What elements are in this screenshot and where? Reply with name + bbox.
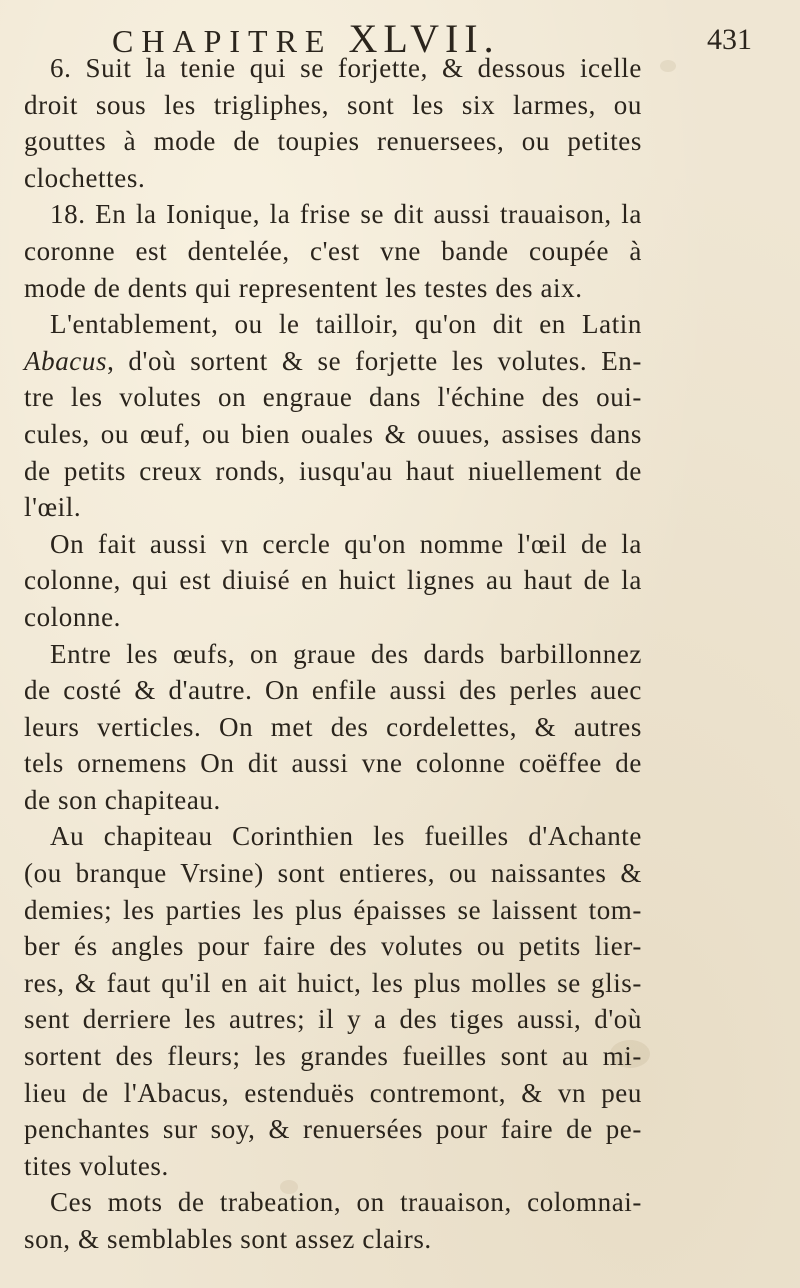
page-number: 431 <box>707 23 752 56</box>
text-line: mode de dents qui representent les testes des aix. <box>24 272 583 303</box>
text-line: de costé & d'autre. On enfile aussi des perles auec <box>24 675 642 706</box>
text-line: sent derriere les autres; il y a des tiges aussi, d'où <box>24 1004 642 1035</box>
text-line: penchantes sur soy, & renuersées pour faire de pe- <box>24 1114 642 1145</box>
text-line: de petits creux ronds, iusqu'au haut niuellement de <box>24 455 642 486</box>
text-line: sortent des fleurs; les grandes fueilles sont au mi- <box>24 1041 642 1072</box>
text-line: coronne est dentelée, c'est vne bande coupée à <box>24 235 642 266</box>
text-line: res, & faut qu'il en ait huict, les plus molles se glis- <box>24 967 642 998</box>
body-text <box>24 50 642 1258</box>
text-line: l'œil. <box>24 492 82 523</box>
text-line: cules, ou œuf, ou bien ouales & ouues, assises dans <box>24 418 642 449</box>
text-line: Entre les œufs, on graue des dards barbillonnez <box>50 638 642 669</box>
text-line: leurs verticles. On met des cordelettes, & autres <box>24 711 642 742</box>
text-line: On fait aussi vn cercle qu'on nomme l'œil de la <box>50 528 642 559</box>
text-line: gouttes à mode de toupies renuersees, ou petites <box>24 126 642 157</box>
text-line: colonne. <box>24 601 122 632</box>
text-line: tites volutes. <box>24 1150 169 1181</box>
text-line: tre les volutes on engraue dans l'échine des oui- <box>24 382 642 413</box>
text-line: de son chapiteau. <box>24 784 221 815</box>
text-line: 6. Suit la tenie qui se forjette, & dessous icelle <box>50 53 642 83</box>
text-line: tels ornemens On dit aussi vne colonne coëffee de <box>24 748 642 779</box>
text-line: droit sous les trigliphes, sont les six larmes, ou <box>24 89 642 120</box>
text-line: (ou branque Vrsine) sont entieres, ou naissantes & <box>24 858 642 889</box>
text-line: Abacus, d'où sortent & se forjette les volutes. En- <box>24 345 642 376</box>
text-line: son, & semblables sont assez clairs. <box>24 1224 432 1254</box>
chapter-word: CHAPITRE <box>112 23 333 59</box>
text-line: colonne, qui est diuisé en huict lignes au haut de la <box>24 565 642 596</box>
text-line: Au chapiteau Corinthien les fueilles d'Achante <box>50 821 642 852</box>
text-line: ber és angles pour faire des volutes ou petits lier- <box>24 931 642 962</box>
text-line: clochettes. <box>24 162 146 193</box>
text-line: Ces mots de trabeation, on trauaison, colomnai- <box>50 1187 642 1218</box>
text-line: 18. En la Ionique, la frise se dit aussi trauaison, la <box>50 199 642 230</box>
text-line: demies; les parties les plus épaisses se laissent tom- <box>24 894 642 925</box>
text-line: L'entablement, ou le tailloir, qu'on dit en Latin <box>50 309 642 340</box>
text-line: lieu de l'Abacus, estenduës contremont, & vn peu <box>24 1077 642 1108</box>
chapter-number: XLVII. <box>348 16 500 61</box>
